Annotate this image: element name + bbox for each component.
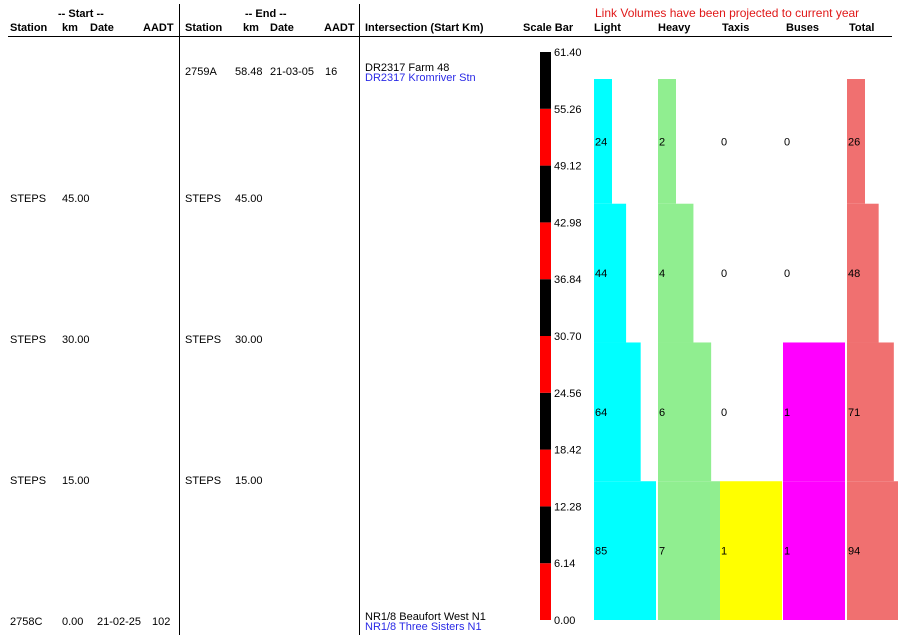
row5-start-station: 2758C: [10, 616, 43, 628]
scale-bar-tick-label: 0.00: [554, 615, 576, 627]
scale-bar-tick-label: 24.56: [554, 387, 582, 400]
scale-bar-segment: [540, 109, 551, 166]
scale-bar-tick-label: 30.70: [554, 331, 582, 343]
col-taxis: Taxis: [722, 22, 750, 34]
row2-end-station: STEPS: [185, 193, 222, 205]
row4-start-station: STEPS: [10, 475, 47, 487]
scale-bar-segment: [540, 336, 551, 393]
scale-bar-segment: [540, 506, 551, 563]
start-group-header: -- Start --: [58, 8, 104, 20]
scale-bar-tick-label: 55.26: [554, 103, 582, 116]
col-start-aadt: AADT: [143, 22, 174, 34]
scale-bar-tick-label: 42.98: [554, 217, 582, 230]
row2-start-station: STEPS: [10, 193, 47, 205]
col-end-aadt: AADT: [324, 22, 355, 34]
heavy-value-label: 2: [659, 136, 666, 149]
col-intersection: Intersection (Start Km): [365, 22, 484, 34]
taxis-value-label: 0: [721, 268, 728, 281]
heavy-value-label: 4: [659, 268, 666, 281]
col-buses: Buses: [786, 22, 820, 34]
row2-end-km: 45.00: [235, 193, 263, 205]
col-start-date: Date: [90, 22, 114, 34]
heavy-bar: [658, 481, 720, 620]
scale-bar-tick-label: 61.40: [554, 47, 582, 59]
col-start-km: km: [62, 22, 78, 34]
taxis-value-label: 1: [721, 545, 728, 558]
buses-value-label: 1: [784, 545, 791, 558]
scale-bar-segment: [540, 450, 551, 507]
row4-start-km: 15.00: [62, 475, 90, 487]
end-group-header: -- End --: [245, 8, 287, 20]
total-value-label: 48: [848, 268, 861, 281]
scale-bar-segment: [540, 563, 551, 620]
col-light: Light: [594, 22, 621, 34]
row1-end-station: 2759A: [185, 66, 217, 78]
total-value-label: 71: [848, 406, 861, 419]
buses-bar: [783, 481, 845, 620]
scale-bar-segment: [540, 222, 551, 279]
intersection-top-line2: DR2317 Kromriver Stn: [365, 72, 476, 84]
intersection-top-line1: DR2317 Farm 48: [365, 62, 450, 74]
intersection-bottom-line1: NR1/8 Beaufort West N1: [365, 611, 486, 623]
buses-value-label: 1: [784, 406, 791, 419]
row5-start-date: 21-02-25: [97, 616, 142, 628]
row4-end-km: 15.00: [235, 475, 263, 487]
col-end-date: Date: [270, 22, 294, 34]
col-scale-bar: Scale Bar: [523, 22, 574, 34]
buses-value-label: 0: [784, 136, 791, 149]
buses-bar: [783, 342, 845, 481]
row5-start-km: 0.00: [62, 616, 84, 628]
taxis-value-label: 0: [721, 136, 728, 149]
light-value-label: 64: [595, 406, 608, 419]
scale-bar-segment: [540, 52, 551, 109]
scale-bar-tick-label: 36.84: [554, 274, 582, 287]
light-value-label: 85: [595, 545, 608, 558]
scale-bar-tick-label: 49.12: [554, 160, 582, 173]
intersection-bottom-line2: NR1/8 Three Sisters N1: [365, 621, 482, 633]
light-value-label: 24: [595, 136, 608, 149]
col-heavy: Heavy: [658, 22, 691, 34]
total-value-label: 26: [848, 136, 861, 149]
row1-end-date: 21-03-05: [270, 66, 315, 78]
heavy-value-label: 6: [659, 406, 666, 419]
row4-end-station: STEPS: [185, 475, 222, 487]
col-start-station: Station: [10, 22, 48, 34]
row3-end-km: 30.00: [235, 334, 263, 346]
col-end-station: Station: [185, 22, 223, 34]
projection-note: Link Volumes have been projected to current year: [595, 6, 860, 20]
taxis-bar: [720, 481, 782, 620]
buses-value-label: 0: [784, 268, 791, 281]
row3-start-km: 30.00: [62, 334, 90, 346]
heavy-bar: [658, 342, 711, 481]
row1-end-aadt: 16: [325, 66, 338, 78]
scale-bar-segment: [540, 393, 551, 450]
row2-start-km: 45.00: [62, 193, 90, 205]
row5-start-aadt: 102: [152, 616, 171, 628]
scale-bar-segment: [540, 279, 551, 336]
col-end-km: km: [243, 22, 259, 34]
scale-bar-tick-label: 12.28: [554, 501, 582, 514]
total-value-label: 94: [848, 545, 861, 558]
taxis-value-label: 0: [721, 406, 728, 419]
col-total: Total: [849, 22, 875, 34]
heavy-value-label: 7: [659, 545, 666, 558]
row1-end-km: 58.48: [235, 66, 263, 78]
scale-bar-segment: [540, 166, 551, 223]
light-value-label: 44: [595, 268, 608, 281]
row3-end-station: STEPS: [185, 334, 222, 346]
scale-bar-tick-label: 6.14: [554, 558, 576, 571]
row3-start-station: STEPS: [10, 334, 47, 346]
scale-bar-tick-label: 18.42: [554, 444, 582, 457]
